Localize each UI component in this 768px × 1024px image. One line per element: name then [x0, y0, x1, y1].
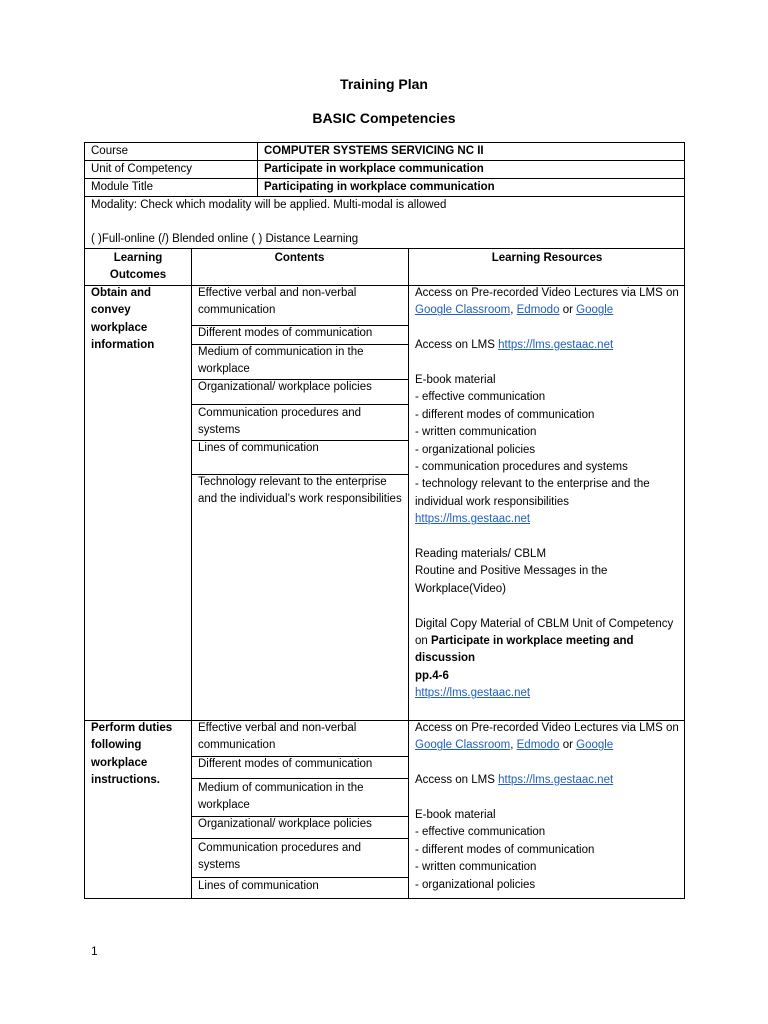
or-text: or: [562, 739, 573, 752]
digital-copy-prefix: Digital Copy Material of CBLM Unit of Competency on: [415, 617, 674, 648]
ebook-item: - written communication: [415, 426, 537, 439]
lms-access-text: [415, 337, 685, 354]
page-number: 1: [91, 944, 98, 958]
video-lectures-text: [415, 285, 685, 320]
column-divider: [191, 249, 192, 898]
course-info-table: [84, 142, 685, 197]
column-header-resources: Learning Resources: [491, 252, 603, 264]
module-row: [85, 179, 685, 197]
content-item: Different modes of communication: [198, 327, 373, 339]
content-item: Communication procedures and systems: [198, 407, 362, 437]
content-item: Communication procedures and systems: [198, 842, 362, 872]
spacer: [415, 320, 685, 337]
training-plan-table: [84, 248, 685, 899]
content-item: Effective verbal and non-verbal communication: [198, 287, 357, 317]
spacer: [415, 598, 685, 615]
course-label: Course: [85, 143, 258, 161]
lms-link[interactable]: https://lms.gestaac.net: [498, 774, 614, 787]
digital-copy-link[interactable]: https://lms.gestaac.net: [415, 687, 531, 700]
column-header-outcomes: Learning Outcomes: [109, 252, 167, 282]
video-lectures-prefix: Access on Pre-recorded Video Lectures via LMS on: [415, 722, 679, 734]
ebook-item: - different modes of communication: [415, 843, 595, 856]
digital-copy-text: [415, 616, 685, 668]
content-item: Organizational/ workplace policies: [198, 818, 372, 830]
google-classroom-link[interactable]: Google Classroom: [415, 304, 511, 317]
spacer: [415, 790, 685, 807]
unit-value: Participate in workplace communication: [258, 161, 685, 179]
content-divider: [191, 838, 408, 839]
google-classroom-link[interactable]: Google Classroom: [415, 739, 511, 752]
modality-cell: [84, 195, 685, 249]
ebook-item: - written communication: [415, 861, 537, 874]
digital-copy-pages: pp.4-6: [415, 669, 449, 682]
content-item: Different modes of communication: [198, 758, 373, 770]
content-item: Effective verbal and non-verbal communication: [198, 722, 357, 752]
column-divider: [408, 249, 409, 898]
comma: ,: [510, 739, 514, 752]
google-link[interactable]: Google: [576, 739, 614, 752]
ebook-item: - effective communication: [415, 391, 546, 404]
module-label: Module Title: [85, 179, 258, 197]
edmodo-link[interactable]: Edmodo: [516, 304, 560, 317]
ebook-item: - organizational policies: [415, 443, 536, 456]
digital-copy-title: Participate in workplace meeting and discussion: [415, 635, 634, 665]
document-title: Training Plan: [340, 76, 428, 92]
ebook-item: - different modes of communication: [415, 408, 595, 421]
content-item: Organizational/ workplace policies: [198, 381, 372, 393]
modality-options: ( )Full-online (/) Blended online ( ) Distance Learning: [91, 233, 359, 245]
content-divider: [191, 778, 408, 779]
resources-2: [415, 720, 685, 894]
course-row: [85, 143, 685, 161]
reading-title: Reading materials/ CBLM: [415, 548, 547, 561]
lms-prefix: Access on LMS: [415, 774, 495, 787]
lms-link[interactable]: https://lms.gestaac.net: [498, 339, 614, 352]
content-item: Medium of communication in the workplace: [198, 346, 364, 376]
unit-row: [85, 161, 685, 179]
ebook-item: - organizational policies: [415, 878, 536, 891]
resources-1: [415, 285, 685, 703]
outcome-2: Perform duties following workplace instructions.: [91, 722, 173, 787]
module-value: Participating in workplace communication: [258, 179, 685, 197]
course-value: COMPUTER SYSTEMS SERVICING NC II: [258, 143, 685, 161]
ebook-link[interactable]: https://lms.gestaac.net: [415, 513, 531, 526]
lms-access-text: [415, 772, 685, 789]
or-text: or: [562, 304, 573, 317]
modality-instruction: Modality: Check which modality will be applied. Multi-modal is allowed: [91, 199, 447, 211]
ebook-title: E-book material: [415, 809, 496, 821]
ebook-item: - technology relevant to the enterprise and the individual work responsibilities: [415, 478, 650, 508]
comma: ,: [510, 304, 514, 317]
outcome-1: Obtain and convey workplace information: [91, 287, 155, 352]
edmodo-link[interactable]: Edmodo: [516, 739, 560, 752]
ebook-item: - communication procedures and systems: [415, 461, 628, 474]
document-subtitle: BASIC Competencies: [312, 110, 456, 126]
content-item: Lines of communication: [198, 880, 319, 892]
video-lectures-text: [415, 720, 685, 755]
lms-prefix: Access on LMS: [415, 339, 495, 352]
content-item: Technology relevant to the enterprise and the individual’s work responsibilities: [198, 476, 402, 506]
spacer: [415, 355, 685, 372]
content-item: Medium of communication in the workplace: [198, 782, 364, 812]
content-item: Lines of communication: [198, 442, 319, 454]
reading-item: Routine and Positive Messages in the Workplace(Video): [415, 565, 608, 595]
google-link[interactable]: Google: [576, 304, 614, 317]
ebook-title: E-book material: [415, 374, 496, 386]
video-lectures-prefix: Access on Pre-recorded Video Lectures via LMS on: [415, 287, 679, 299]
column-header-contents: Contents: [274, 252, 325, 264]
spacer: [415, 755, 685, 772]
spacer: [415, 529, 685, 546]
ebook-item: - effective communication: [415, 826, 546, 839]
unit-label: Unit of Competency: [85, 161, 258, 179]
